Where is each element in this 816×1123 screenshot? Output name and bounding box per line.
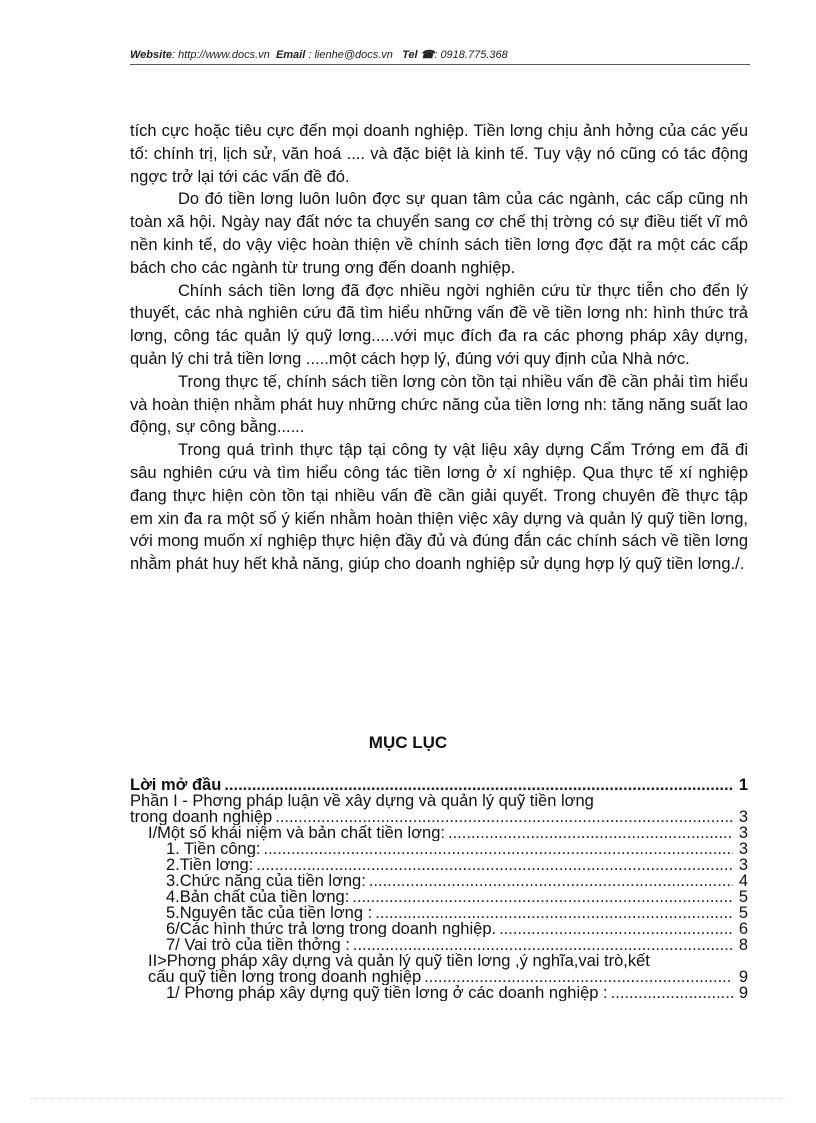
email-value[interactable]: : lienhe@docs.vn — [308, 49, 393, 61]
toc-entry[interactable] — [130, 841, 748, 857]
toc-page-number: 1 — [738, 776, 748, 794]
toc-page-number: 3 — [738, 824, 748, 842]
toc-entry[interactable] — [130, 905, 748, 921]
toc-entry-text: 1/ Phơng pháp xây dựng quỹ tiền lơng ở các doanh nghiệp : — [166, 985, 608, 1001]
paragraph: Chính sách tiền lơng đã đợc nhiều ngời nghiên cứu từ thực tiễn cho đến lý thuyết, các nhà nghiên cứu đã tìm hiểu những vấn đề về tiền lơng nh: hình thức trả lơng, công tác quản lý quỹ lơng.....với mục đích đa ra các phơng pháp xây dựng, quản lý chi trả tiền lơng .....một cách hợp lý, đúng với quy định của Nhà nớc. — [130, 281, 748, 368]
toc-leader — [369, 873, 733, 889]
tel-value: : 0918.775.368 — [434, 49, 508, 61]
toc-entry[interactable] — [130, 825, 748, 841]
toc-entry-text: 1. Tiền công: — [166, 841, 261, 857]
toc-page-number: 5 — [738, 904, 748, 922]
toc-page-number: 9 — [738, 984, 748, 1002]
toc-entry-text: 2.Tiền lơng: — [166, 857, 254, 873]
toc-page-number: 3 — [738, 808, 748, 826]
toc-leader — [611, 985, 733, 1001]
toc-leader — [448, 825, 733, 841]
toc-entry[interactable] — [130, 857, 748, 873]
tel-label: Tel ☎ — [402, 49, 435, 61]
toc-leader — [256, 857, 733, 873]
toc-entry[interactable] — [130, 937, 748, 953]
toc-entry[interactable] — [130, 777, 748, 793]
toc-entry-text: cấu quỹ tiền lơng trong doanh nghiệp — [148, 969, 422, 985]
page-header — [130, 48, 750, 65]
toc-page-number: 6 — [738, 920, 748, 938]
paragraph: Do đó tiền lơng luôn luôn đợc sự quan tâm của các ngành, các cấp cũng nh toàn xã hội. Ngày nay đất nớc ta chuyển sang cơ chế thị trờng có sự điều tiết vĩ mô nền kinh tế, do vậy việc hoàn thiện về chính sách tiền lơng đợc đặt ra một các cấp bách cho các ngành từ trung ơng đến doanh nghiệp. — [130, 190, 748, 277]
toc-entry-text: 4.Bản chất của tiền lơng: — [166, 889, 350, 905]
toc-entry-text: 3.Chức năng của tiền lơng: — [166, 873, 366, 889]
toc-leader — [263, 841, 733, 857]
toc-title: MỤC LỤC — [368, 733, 448, 752]
toc-entry[interactable] — [130, 921, 748, 937]
toc-entry-text: 6/Các hình thức trả lơng trong doanh nghiệp. — [166, 921, 497, 937]
toc-page-number: 5 — [738, 888, 748, 906]
toc-entry[interactable] — [130, 793, 748, 825]
toc-leader — [224, 777, 733, 793]
page-bottom-divider — [30, 1098, 786, 1099]
toc-page-number: 4 — [738, 872, 748, 890]
toc-leader — [499, 921, 733, 937]
toc-entry-text: Lời mở đầu — [130, 777, 222, 793]
toc-entry-text: Phần I - Phơng pháp luận về xây dựng và quản lý quỹ tiền lơng — [130, 792, 594, 810]
toc-page-number: 8 — [738, 936, 748, 954]
toc-entry-text: II>Phơng pháp xây dựng và quản lý quỹ tiền lơng ,ý nghĩa,vai trò,kết — [148, 952, 650, 970]
toc-entry-text: 7/ Vai trò của tiền thởng : — [166, 937, 350, 953]
toc-leader — [424, 969, 733, 985]
toc-entry-text: 5.Nguyên tắc của tiền lơng : — [166, 905, 373, 921]
paragraph: tích cực hoặc tiêu cực đến mọi doanh nghiệp. Tiền lơng chịu ảnh hởng của các yếu tố: chính trị, lịch sử, văn hoá .... và đặc biệt là kinh tế. Tuy vậy nó cũng có tác động ngợc trở lại tới các vấn đề đó. — [130, 122, 748, 186]
table-of-contents — [130, 777, 748, 1001]
toc-leader — [353, 937, 733, 953]
toc-leader — [352, 889, 733, 905]
toc-page-number: 3 — [738, 856, 748, 874]
toc-entry-text: trong doanh nghiệp — [130, 809, 273, 825]
website-label: Website — [130, 49, 172, 61]
toc-entry[interactable] — [130, 985, 748, 1001]
body-text — [130, 120, 748, 576]
toc-entry[interactable] — [130, 873, 748, 889]
toc-leader — [275, 809, 733, 825]
toc-leader — [375, 905, 733, 921]
paragraph: Trong quá trình thực tập tại công ty vật liệu xây dựng Cẩm Trớng em đã đi sâu nghiên cứu và tìm hiểu công tác tiền lơng ở xí nghiệp. Qua thực tế xí nghiệp đang thực hiện còn tồn tại nhiều vấn đề cần giải quyết. Trong chuyên đề thực tập em xin đa ra một số ý kiến nhằm hoàn thiện việc xây dựng và quản lý quỹ tiền lơng, với mong muốn xí nghiệp thực hiện đầy đủ và đúng đắn các chính sách về tiền lơng nhằm phát huy hết khả năng, giúp cho doanh nghiệp sử dụng hợp lý quỹ tiền lơng./. — [130, 441, 748, 574]
toc-entry[interactable] — [130, 953, 748, 985]
toc-entry-text: I/Một số khái niệm và bản chất tiền lơng: — [148, 825, 445, 841]
toc-page-number: 9 — [738, 968, 748, 986]
toc-page-number: 3 — [738, 840, 748, 858]
email-label: Email — [275, 49, 306, 61]
paragraph: Trong thực tế, chính sách tiền lơng còn tồn tại nhiều vấn đề cần phải tìm hiểu và hoàn thiện nhằm phát huy những chức năng của tiền lơng nh: tăng năng suất lao động, sự công bằng...... — [130, 372, 748, 437]
website-value[interactable]: : http://www.docs.vn — [171, 49, 270, 61]
toc-entry[interactable] — [130, 889, 748, 905]
